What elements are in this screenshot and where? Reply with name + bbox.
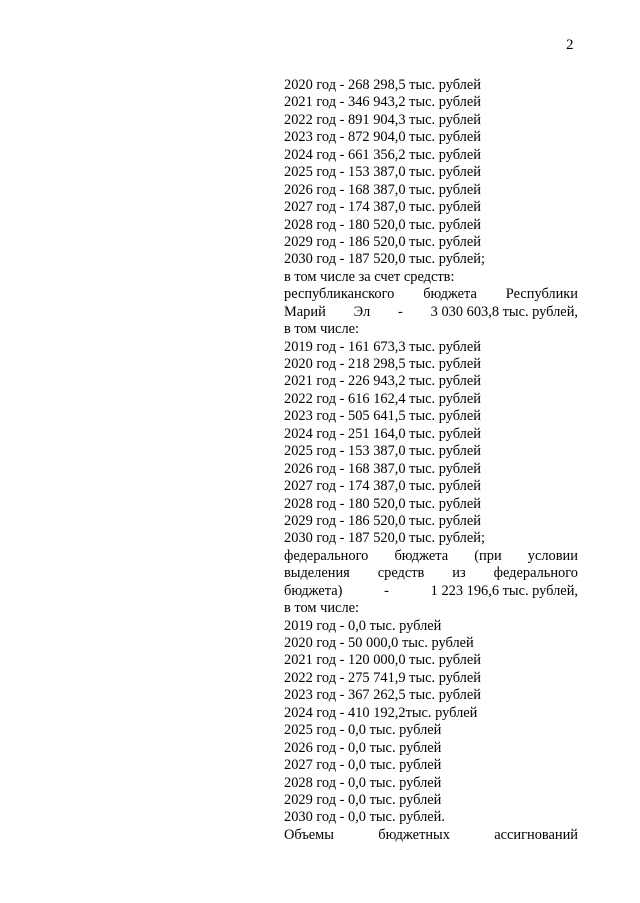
text-fragment: бюджетных [378, 826, 450, 843]
text-line: 2022 год - 275 741,9 тыс. рублей [284, 669, 481, 686]
republic-budget-total-line [284, 304, 578, 321]
text-line: 2026 год - 0,0 тыс. рублей [284, 739, 442, 756]
text-line: 2023 год - 367 262,5 тыс. рублей [284, 687, 481, 704]
page-number: 2 [566, 37, 574, 53]
text-fragment: 1 223 196,6 тыс. рублей, [430, 582, 578, 599]
text-fragment: - [398, 303, 403, 320]
text-line: 2025 год - 153 387,0 тыс. рублей [284, 164, 481, 181]
text-line: 2030 год - 0,0 тыс. рублей. [284, 809, 445, 826]
text-fragment: Марий [284, 303, 326, 320]
text-line: 2019 год - 161 673,3 тыс. рублей [284, 338, 481, 355]
text-line: 2026 год - 168 387,0 тыс. рублей [284, 460, 481, 477]
text-line: 2021 год - 120 000,0 тыс. рублей [284, 652, 481, 669]
text-fragment: республиканского [284, 286, 395, 303]
text-line: 2020 год - 218 298,5 тыс. рублей [284, 356, 481, 372]
text-line: 2028 год - 180 520,0 тыс. рублей [284, 495, 481, 512]
text-line: 2030 год - 187 520,0 тыс. рублей; [284, 530, 485, 547]
text-line: в том числе: [284, 321, 360, 338]
text-line: 2022 год - 891 904,3 тыс. рублей [284, 111, 481, 128]
republic-funding-by-year [284, 321, 578, 548]
text-line: в том числе: [284, 600, 360, 617]
text-line: в том числе за счет средств: [284, 268, 455, 285]
text-line: 2028 год - 180 520,0 тыс. рублей [284, 216, 481, 233]
text-fragment: (при [474, 547, 502, 564]
text-fragment: бюджета [423, 286, 477, 303]
text-line: 2026 год - 168 387,0 тыс. рублей [284, 181, 481, 198]
republic-budget-line [284, 286, 578, 303]
federal-funding-by-year [284, 600, 578, 827]
federal-allocation-line [284, 565, 578, 582]
text-line: 2025 год - 153 387,0 тыс. рублей [284, 443, 481, 460]
text-line: 2029 год - 186 520,0 тыс. рублей [284, 233, 481, 250]
text-line: 2023 год - 872 904,0 тыс. рублей [284, 129, 481, 146]
text-fragment: ассигнований [494, 826, 578, 843]
document-text-column [284, 77, 578, 844]
total-funding-by-year [284, 77, 578, 286]
text-line: 2024 год - 251 164,0 тыс. рублей [284, 425, 481, 442]
text-fragment: Республики [505, 286, 578, 303]
text-fragment: Объемы [284, 826, 334, 843]
text-line: 2027 год - 174 387,0 тыс. рублей [284, 478, 481, 495]
text-line: 2019 год - 0,0 тыс. рублей [284, 617, 442, 634]
text-line: 2022 год - 616 162,4 тыс. рублей [284, 390, 481, 407]
text-line: 2029 год - 0,0 тыс. рублей [284, 791, 442, 808]
text-line: 2021 год - 346 943,2 тыс. рублей [284, 94, 481, 111]
text-fragment: 3 030 603,8 тыс. рублей, [430, 303, 578, 320]
text-fragment: из [452, 565, 466, 582]
text-line: 2020 год - 50 000,0 тыс. рублей [284, 635, 474, 651]
text-fragment: бюджета) [284, 582, 343, 599]
text-line: 2029 год - 186 520,0 тыс. рублей [284, 512, 481, 529]
federal-budget-line [284, 548, 578, 565]
text-line: 2021 год - 226 943,2 тыс. рублей [284, 373, 481, 390]
text-fragment: выделения [284, 565, 350, 582]
text-line: 2025 год - 0,0 тыс. рублей [284, 722, 442, 739]
text-line: 2028 год - 0,0 тыс. рублей [284, 774, 442, 791]
text-fragment: условии [527, 547, 578, 564]
text-fragment: - [384, 582, 389, 599]
budget-allocations-line [284, 827, 578, 844]
text-line: 2020 год - 268 298,5 тыс. рублей [284, 77, 481, 93]
text-line: 2030 год - 187 520,0 тыс. рублей; [284, 251, 485, 268]
text-fragment: федерального [493, 565, 578, 582]
text-fragment: бюджета [394, 547, 449, 564]
text-line: 2024 год - 410 192,2тыс. рублей [284, 704, 478, 721]
text-line: 2027 год - 0,0 тыс. рублей [284, 757, 442, 774]
text-line: 2024 год - 661 356,2 тыс. рублей [284, 146, 481, 163]
text-fragment: федерального [284, 547, 369, 564]
text-fragment: Эл [353, 303, 371, 320]
text-fragment: средств [377, 565, 425, 582]
federal-budget-total-line [284, 583, 578, 600]
text-line: 2027 год - 174 387,0 тыс. рублей [284, 199, 481, 216]
text-line: 2023 год - 505 641,5 тыс. рублей [284, 408, 481, 425]
